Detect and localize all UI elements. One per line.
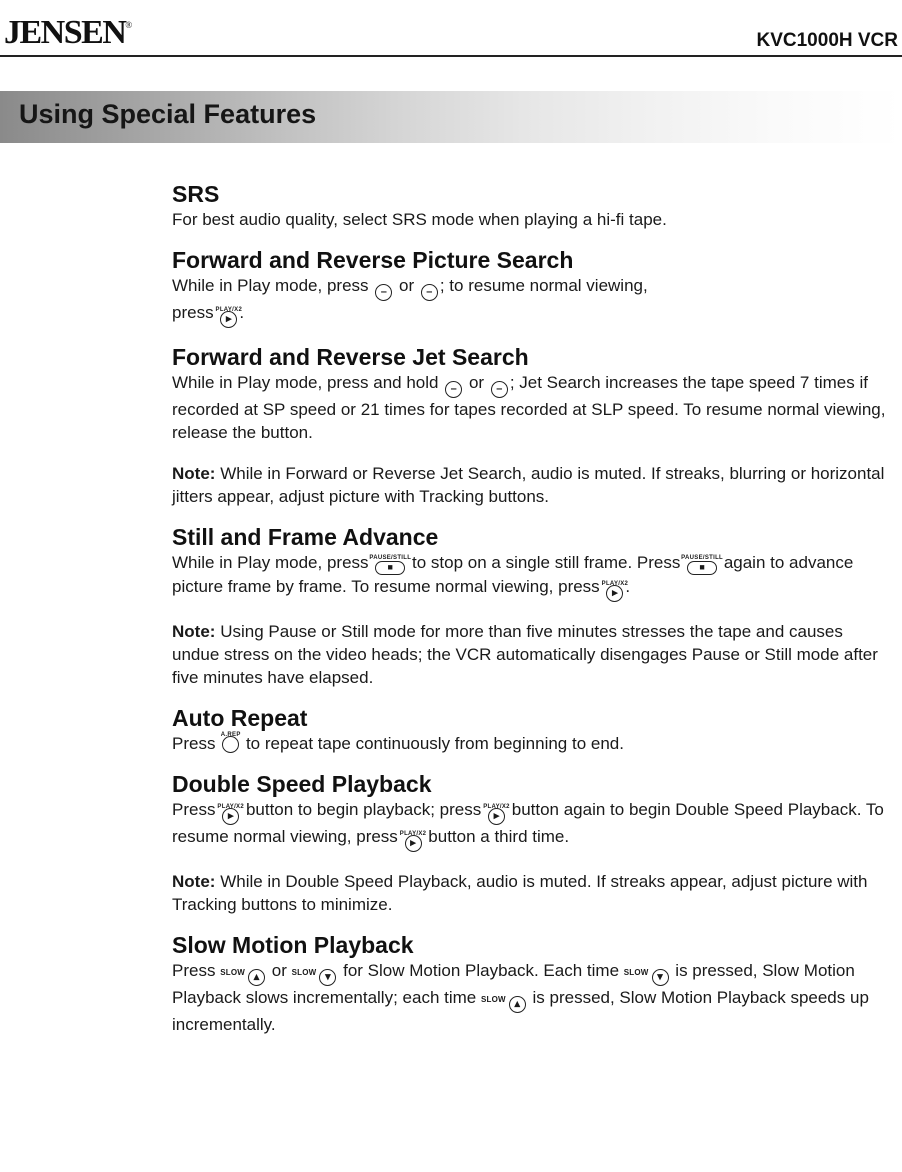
model-title: KVC1000H VCR: [756, 30, 898, 51]
text-srs: For best audio quality, select SRS mode when playing a hi-fi tape.: [172, 210, 667, 229]
heading-auto-repeat: Auto Repeat: [172, 705, 308, 731]
play-button-icon: PLAY/X2 ▸: [488, 808, 505, 825]
brand-logo: JENSEN®: [4, 14, 131, 51]
slow-down-button-icon: ▾: [319, 969, 336, 986]
heading-jet-search: Forward and Reverse Jet Search: [172, 344, 529, 370]
fast-forward-button-icon: –: [491, 381, 508, 398]
heading-double-speed: Double Speed Playback: [172, 771, 432, 797]
note-jet-search: Note: While in Forward or Reverse Jet Search, audio is muted. If streaks, blurring or horizontal jitters appear, adjust picture with Tracking buttons.: [172, 464, 885, 506]
rewind-button-icon: –: [445, 381, 462, 398]
play-button-icon: PLAY/X2 ▸: [606, 585, 623, 602]
play-button-icon: PLAY/X2 ▸: [222, 808, 239, 825]
pause-still-button-icon: PAUSE/STILL ■: [375, 561, 405, 575]
banner-title: Using Special Features: [19, 99, 317, 129]
play-button-icon: PLAY/X2 ▸: [405, 835, 422, 852]
slow-up-button-icon: ▴: [509, 996, 526, 1013]
section-slow-motion: [172, 931, 894, 1036]
text-still-frame: While in Play mode, press PAUSE/STILL ■ to stop on a single still frame. Press PAUSE/STILL ■ again to advance picture frame by frame. To resume normal viewing, press PLAY/X2 ▸ .: [172, 551, 894, 602]
section-picture-search: [172, 246, 894, 328]
slow-up-button-icon: ▴: [248, 969, 265, 986]
note-double-speed: Note: While in Double Speed Playback, audio is muted. If streaks appear, adjust picture with Tracking buttons to minimize.: [172, 872, 868, 914]
heading-still-frame: Still and Frame Advance: [172, 524, 439, 550]
pause-still-button-icon: PAUSE/STILL ■: [687, 561, 717, 575]
rewind-button-icon: –: [375, 284, 392, 301]
section-srs: [172, 180, 894, 231]
trademark-mark: ®: [125, 19, 131, 30]
section-auto-repeat: [172, 704, 894, 755]
header-rule: [0, 55, 902, 57]
note-still-frame: Note: Using Pause or Still mode for more than five minutes stresses the tape and causes undue stress on the video heads; the VCR automatically disengages Pause or Still mode after five minutes have elapsed.: [172, 622, 878, 687]
heading-picture-search: Forward and Reverse Picture Search: [172, 247, 574, 273]
text-jet-search: While in Play mode, press and hold – or – ; Jet Search increases the tape speed 7 times if recorded at SP speed or 21 times for tapes recorded at SLP speed. To resume normal viewing, release the button.: [172, 373, 886, 442]
slow-down-button-icon: ▾: [652, 969, 669, 986]
text-double-speed: Press PLAY/X2 ▸ button to begin playback; press PLAY/X2 ▸ button again to begin Double Speed Playback. To resume normal viewing, press PLAY/X2 ▸ button a third time.: [172, 798, 894, 852]
heading-srs: SRS: [172, 181, 220, 207]
heading-slow-motion: Slow Motion Playback: [172, 932, 414, 958]
section-jet-search: [172, 343, 894, 508]
text-picture-search: While in Play mode, press – or – ; to resume normal viewing, press PLAY/X2 ▸ .: [172, 274, 894, 328]
fast-forward-button-icon: –: [421, 284, 438, 301]
text-auto-repeat: Press A.REP to repeat tape continuously from beginning to end.: [172, 732, 624, 753]
section-still-frame: [172, 523, 894, 689]
section-double-speed: [172, 770, 894, 916]
text-slow-motion: Press SLOW ▴ or SLOW ▾ for Slow Motion Playback. Each time SLOW ▾ is pressed, Slow Motion Playback slows incrementally; each time SLOW ▴ is pressed, Slow Motion Playback speeds up incrementally.: [172, 961, 869, 1034]
play-button-icon: PLAY/X2 ▸: [220, 311, 237, 328]
content: [172, 180, 894, 1051]
auto-repeat-button-icon: A.REP: [222, 736, 239, 753]
section-banner: [0, 91, 902, 143]
